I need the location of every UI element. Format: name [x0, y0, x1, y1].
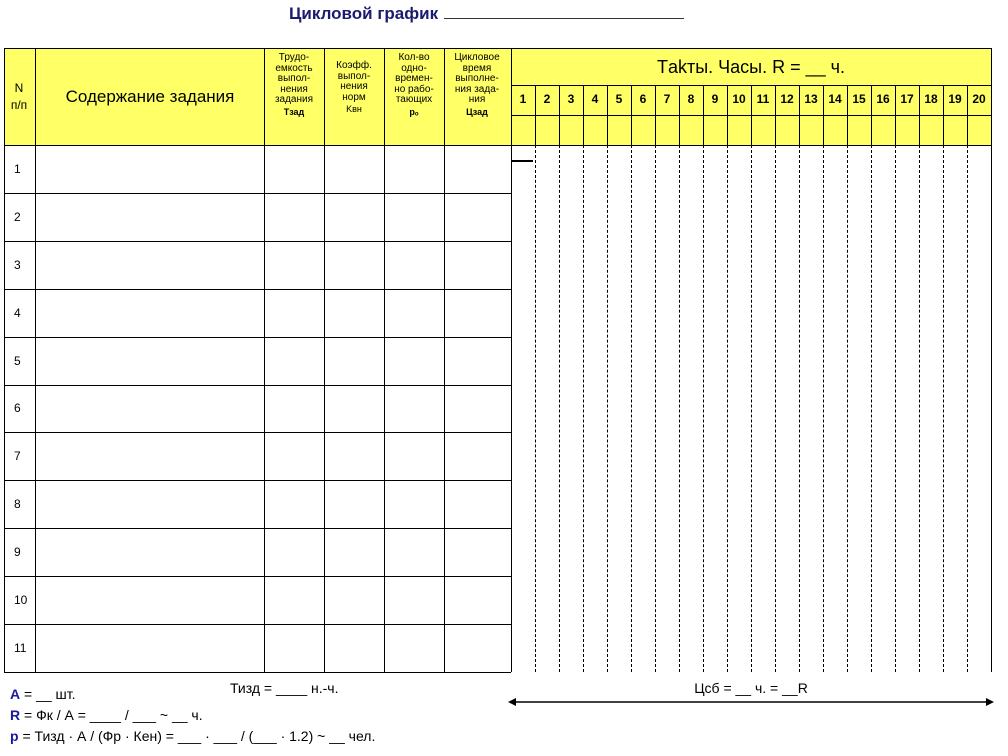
takt-number: 17 — [900, 92, 914, 106]
takt-header-divider — [727, 85, 728, 145]
right-border — [991, 48, 992, 672]
takt-number: 6 — [639, 92, 647, 106]
takt-header-divider — [823, 85, 824, 145]
header-content-col: Содержание задания — [65, 87, 235, 106]
takt-header-divider — [703, 85, 704, 145]
takt-dashed-line — [775, 145, 776, 672]
formula-p-text: = Тизд · А / (Фр · Кен) = ___ · ___ / (___ · 1.2) ~ __ чел. — [18, 728, 376, 744]
header-labor-line: емкость — [275, 62, 313, 74]
takt-header-divider — [919, 85, 920, 145]
t-izd-label: Тизд = ____ н.-ч. — [230, 680, 339, 696]
header-num-label: N — [14, 81, 24, 95]
row-divider — [4, 385, 511, 386]
header-cycle-line: выполне- — [455, 73, 499, 84]
header-coef-line: норм — [342, 91, 366, 103]
header-pp-label: п/п — [10, 98, 28, 112]
takt-dashed-line — [631, 145, 632, 672]
page-title — [289, 4, 684, 24]
header-workers-line: одно- — [401, 62, 427, 74]
takt-number: 5 — [615, 92, 623, 106]
column-divider — [324, 48, 325, 672]
row-divider — [4, 241, 511, 242]
formula-p-symbol: p — [10, 728, 19, 744]
header-cycle-symbol: Цзад — [466, 106, 488, 117]
row-number: 6 — [14, 401, 21, 415]
takt-dashed-line — [607, 145, 608, 672]
takt-dashed-line — [871, 145, 872, 672]
takt-dashed-line — [727, 145, 728, 672]
row-number: 3 — [14, 258, 21, 272]
formula-r-symbol: R — [10, 707, 21, 723]
title-blank-line — [444, 4, 684, 19]
column-divider — [4, 48, 5, 672]
takt-header-divider — [799, 85, 800, 145]
takt-number: 11 — [756, 92, 770, 106]
takt-number: 19 — [948, 92, 962, 106]
formula-p — [10, 728, 375, 744]
row-number: 10 — [14, 593, 28, 607]
header-cycle — [444, 53, 510, 117]
takt-header-divider — [895, 85, 896, 145]
row-divider — [4, 337, 511, 338]
column-divider — [444, 48, 445, 672]
header-workers-line: но рабо- — [394, 83, 434, 95]
takt-number: 8 — [687, 92, 695, 106]
column-divider — [511, 48, 512, 672]
row-number: 2 — [14, 210, 21, 224]
takt-header-divider — [559, 85, 560, 145]
c-sb-label: Цсб = __ ч. = __R — [694, 680, 808, 696]
header-coef-symbol: Kвн — [346, 104, 362, 114]
formula-a — [10, 686, 76, 702]
takt-header-divider — [607, 85, 608, 145]
header-coef-line: нения — [340, 81, 368, 92]
takt-number: 14 — [828, 92, 842, 106]
header-bottom-line — [4, 145, 991, 146]
header-workers-line: времен- — [395, 73, 433, 84]
row-number: 1 — [14, 162, 21, 176]
takt-number: 13 — [804, 92, 818, 106]
header-labor-line: Трудо- — [278, 52, 310, 63]
takt-header-divider — [775, 85, 776, 145]
row-number: 5 — [14, 354, 21, 368]
takt-header-divider — [967, 85, 968, 145]
header-coef-line: Коэфф. — [336, 60, 372, 71]
takt-number: 18 — [924, 92, 938, 106]
header-cycle-line: Цикловое — [454, 52, 500, 63]
row-divider — [4, 289, 511, 290]
grid-top-line — [4, 48, 991, 49]
header-coef — [324, 61, 384, 115]
row-divider — [4, 528, 511, 529]
takt-header-divider — [679, 85, 680, 145]
row-number: 8 — [14, 497, 21, 511]
formula-r — [10, 707, 203, 723]
takt-header-divider — [631, 85, 632, 145]
row-divider — [4, 193, 511, 194]
row-divider — [4, 624, 511, 625]
formula-a-symbol: А — [10, 686, 21, 702]
takt-number: 9 — [711, 92, 719, 106]
takt-number: 20 — [972, 92, 986, 106]
header-takts: Тakты. Часы. R = __ ч. — [656, 57, 846, 77]
takt-dashed-line — [847, 145, 848, 672]
takt-header-divider — [535, 85, 536, 145]
takt-number: 4 — [591, 92, 599, 106]
row-number: 7 — [14, 449, 21, 463]
title-text: Цикловой график — [289, 4, 439, 23]
takt-dashed-line — [799, 145, 800, 672]
takt-header-divider — [655, 85, 656, 145]
header-labor-line: задания — [274, 94, 314, 105]
takt-number: 10 — [732, 92, 746, 106]
header-labor — [264, 53, 324, 117]
takt-number: 1 — [519, 92, 527, 106]
row-divider — [4, 480, 511, 481]
header-workers-line: тающих — [395, 94, 433, 105]
takt-dashed-line — [535, 145, 536, 672]
takt-number: 12 — [780, 92, 794, 106]
takt-dashed-line — [559, 145, 560, 672]
takt-header-divider — [847, 85, 848, 145]
takt-number: 2 — [543, 92, 551, 106]
takt-dashed-line — [919, 145, 920, 672]
column-divider — [35, 48, 36, 672]
row-divider — [4, 432, 511, 433]
header-labor-symbol: Tзад — [283, 106, 305, 117]
header-labor-line: выпол- — [277, 73, 311, 84]
header-workers — [384, 53, 444, 117]
takt-header-divider — [751, 85, 752, 145]
formula-r-text: = Фк / А = ____ / ___ ~ __ ч. — [20, 707, 203, 723]
row-number: 11 — [14, 641, 27, 655]
formula-a-text: = __ шт. — [20, 686, 76, 702]
row-divider — [4, 576, 511, 577]
header-cycle-line: время — [462, 62, 492, 74]
header-num-col — [4, 80, 34, 114]
row-divider — [4, 672, 511, 673]
takt-header-divider — [871, 85, 872, 145]
takt-dashed-line — [895, 145, 896, 672]
header-cycle-line: ния зада- — [454, 83, 500, 95]
column-divider — [384, 48, 385, 672]
takt-header-divider — [943, 85, 944, 145]
takt-dashed-line — [823, 145, 824, 672]
header-workers-line: Кол-во — [398, 52, 430, 63]
takt-dashed-line — [655, 145, 656, 672]
header-coef-line: выпол- — [337, 70, 371, 82]
row-number: 4 — [14, 306, 21, 320]
header-labor-line: нения — [280, 83, 308, 95]
takt-dashed-line — [751, 145, 752, 672]
header-cycle-line: ния — [468, 94, 486, 105]
takt-dashed-line — [943, 145, 944, 672]
takt-dashed-line — [703, 145, 704, 672]
takt-header-divider — [583, 85, 584, 145]
takt-number: 3 — [567, 92, 575, 106]
takt-dashed-line — [967, 145, 968, 672]
takt-dashed-line — [583, 145, 584, 672]
takt-number: 7 — [663, 92, 671, 106]
takt-number: 15 — [852, 92, 866, 106]
c-sb-arrow — [508, 696, 994, 708]
header-workers-symbol: pₒ — [409, 106, 419, 117]
column-divider — [264, 48, 265, 672]
row-number: 9 — [14, 545, 21, 559]
takt-mark — [511, 160, 533, 162]
takt-dashed-line — [679, 145, 680, 672]
takt-number: 16 — [876, 92, 890, 106]
